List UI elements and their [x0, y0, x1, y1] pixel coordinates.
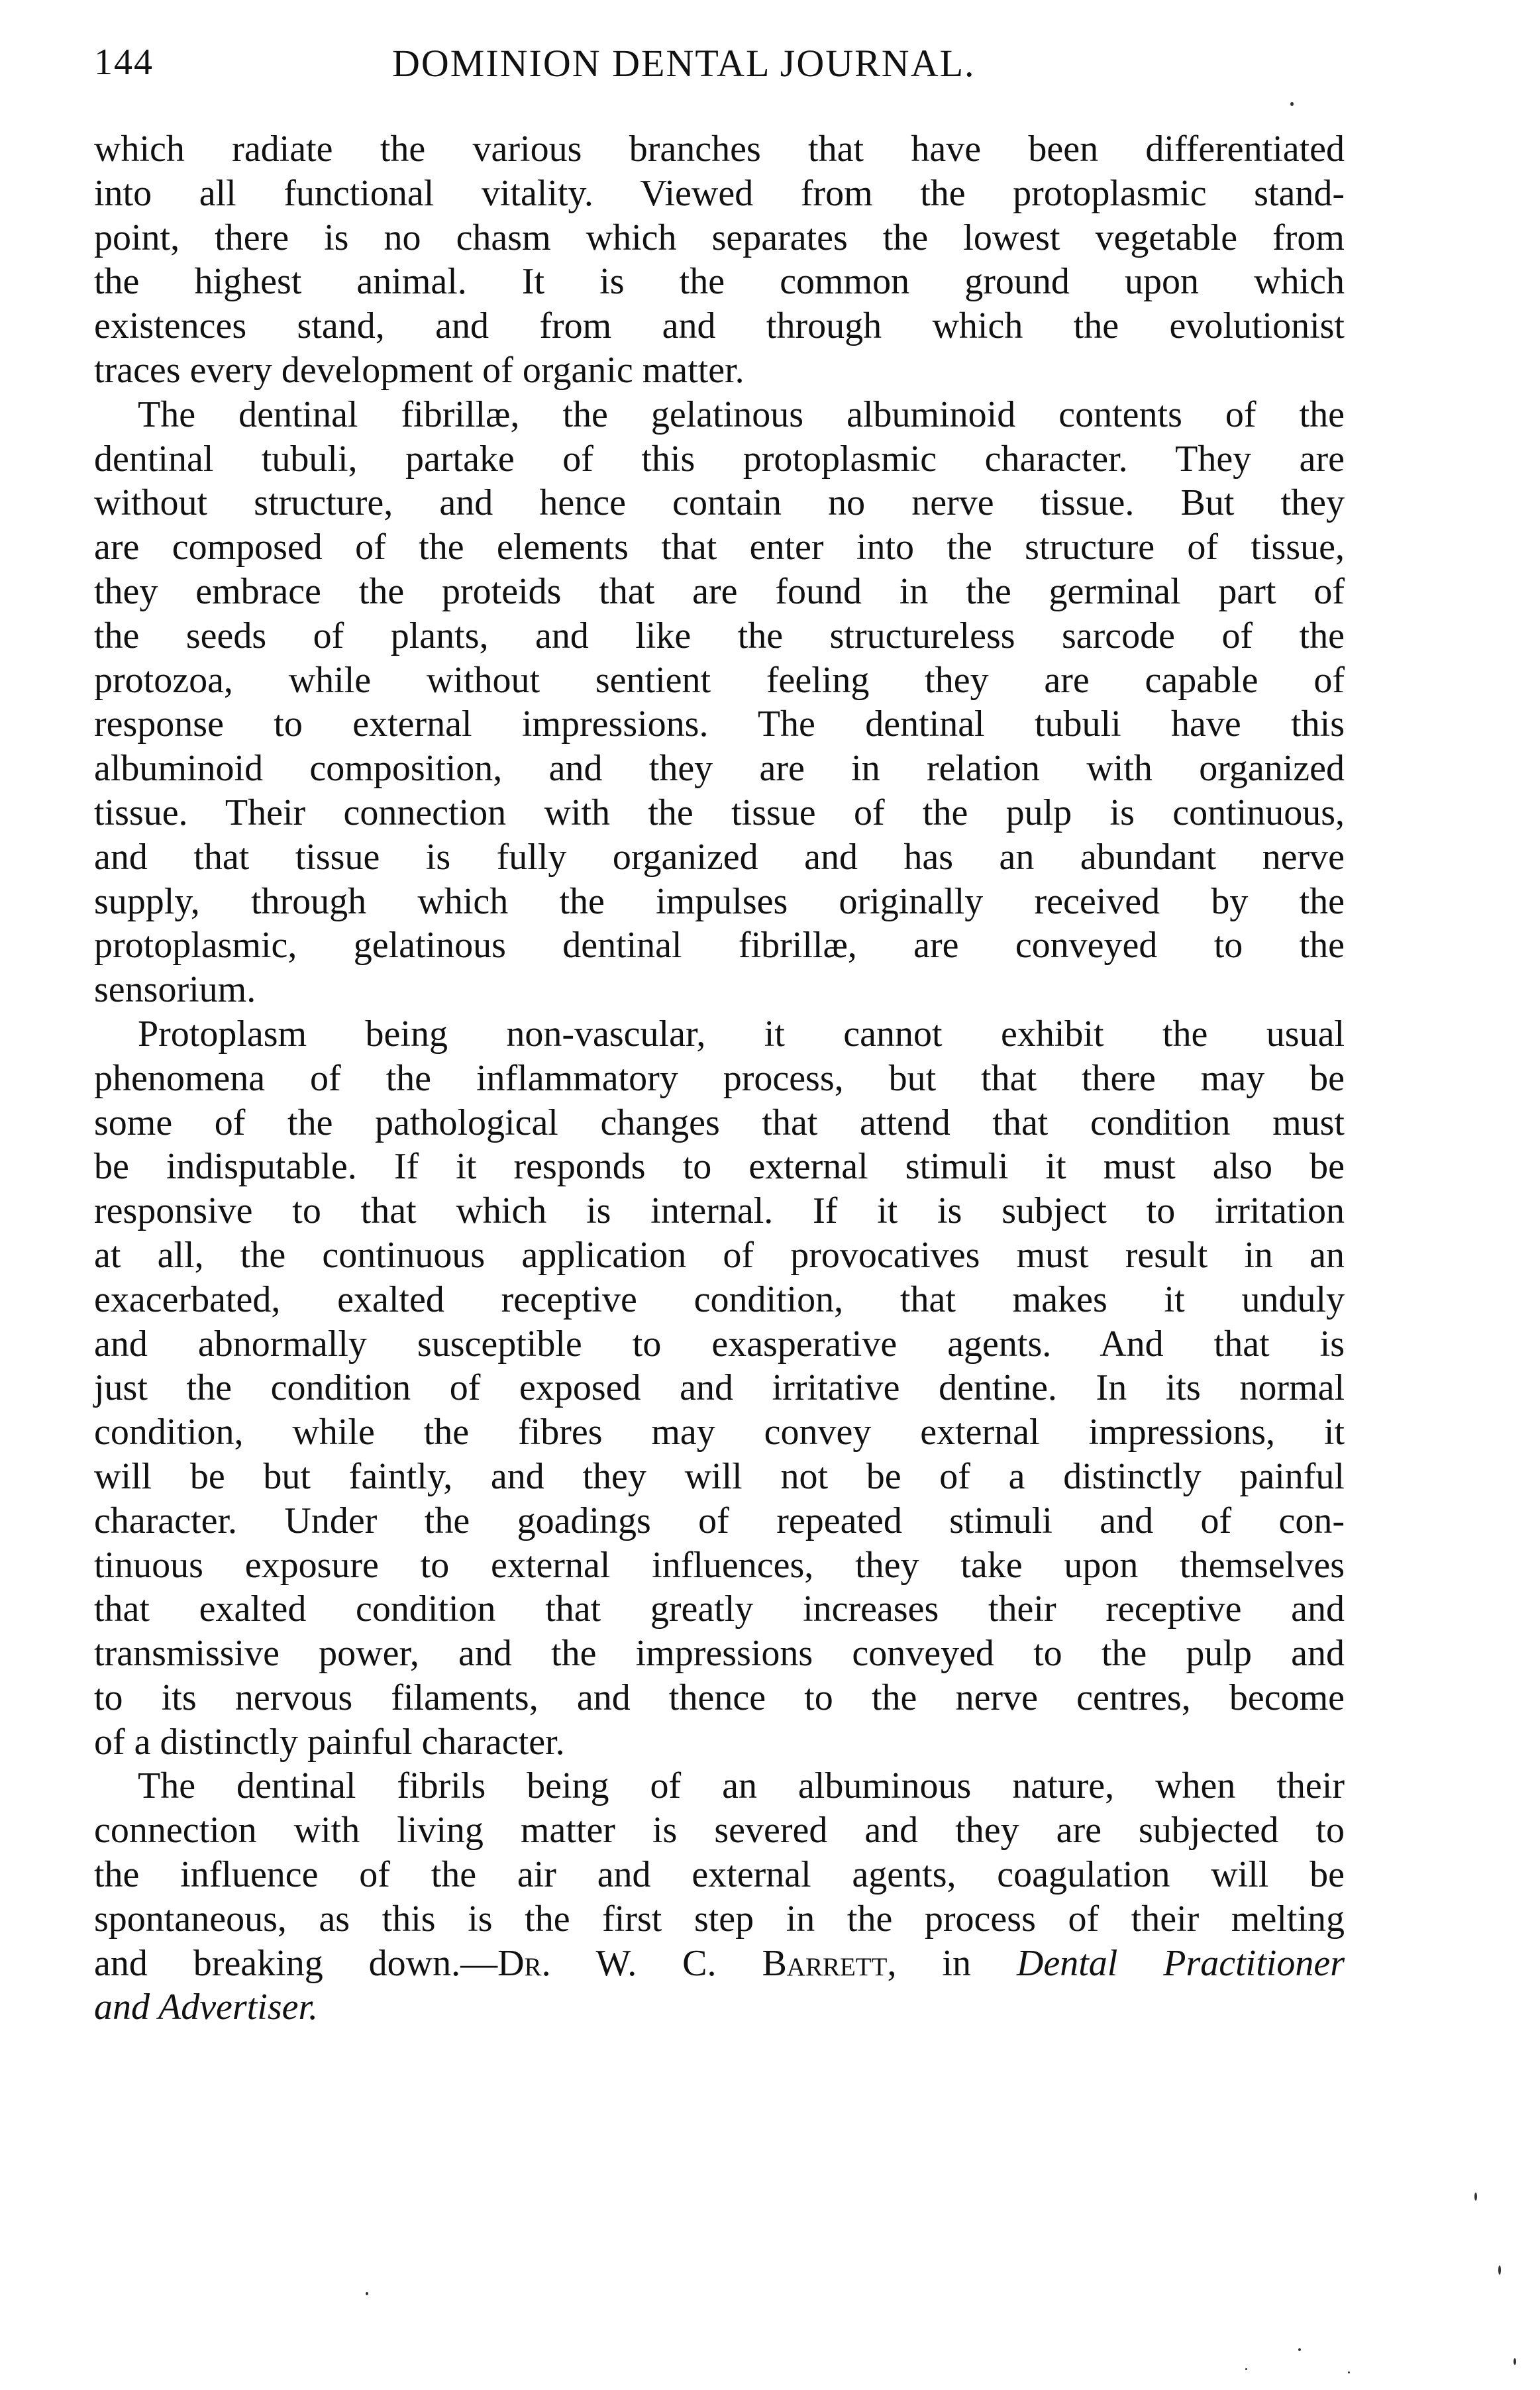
text-line: of a distinctly painful character.: [94, 1721, 565, 1763]
text-line: dentinal tubuli, partake of this protoplasmic character. They are: [94, 438, 1345, 480]
page-number: 144: [94, 42, 154, 83]
attribution-line: [94, 1942, 1345, 1986]
scan-speck: [366, 2292, 368, 2295]
text-line: be indisputable. If it responds to external stimuli it must also be: [94, 1146, 1345, 1188]
author-name: Dr. W. C. Barrett: [497, 1942, 888, 1984]
scan-speck: [1514, 2358, 1516, 2365]
text-line: protozoa, while without sentient feeling they are capable of: [94, 659, 1345, 701]
text-line: will be but faintly, and they will not be of a distinctly painful: [94, 1455, 1345, 1497]
text-line: phenomena of the inflammatory process, but that there may be: [94, 1057, 1345, 1099]
text-line: exacerbated, exalted receptive condition, that makes it unduly: [94, 1278, 1345, 1320]
scan-speck: [1498, 2265, 1501, 2275]
scan-speck: [1474, 2193, 1477, 2201]
text-line: and that tissue is fully organized and has an abundant nerve: [94, 836, 1345, 878]
scan-speck: [1290, 102, 1294, 106]
text-line: condition, while the fibres may convey external impressions, it: [94, 1412, 1345, 1453]
text-line: point, there is no chasm which separates the lowest vegetable from: [94, 217, 1345, 258]
paragraph-3: [94, 1012, 1345, 1765]
running-head: [94, 41, 1345, 101]
text-line: connection with living matter is severed and they are subjected to: [94, 1810, 1345, 1851]
text-line: albuminoid composition, and they are in relation with organized: [94, 748, 1345, 790]
text-run: , in: [887, 1942, 1017, 1984]
text-line: traces every development of organic matter.: [94, 349, 744, 391]
text-line: sensorium.: [94, 969, 256, 1011]
text-line: protoplasmic, gelatinous dentinal fibrillæ, are conveyed to the: [94, 925, 1345, 966]
text-line: The dentinal fibrils being of an albuminous nature, when their: [138, 1765, 1345, 1807]
text-line: which radiate the various branches that have been differentiated: [94, 129, 1345, 170]
text-line: tissue. Their connection with the tissue of the pulp is continuous,: [94, 792, 1345, 833]
text-run: and breaking down.—: [94, 1942, 498, 1984]
article-body: [94, 127, 1345, 2030]
text-line: supply, through which the impulses originally received by the: [94, 880, 1345, 922]
text-line: transmissive power, and the impressions conveyed to the pulp and: [94, 1633, 1345, 1675]
scan-speck: [1298, 2348, 1301, 2351]
text-line: spontaneous, as this is the first step in the process of their melting: [94, 1898, 1345, 1940]
source-title: Dental Practitioner: [1016, 1942, 1345, 1984]
text-line: they embrace the proteids that are found in the germinal part of: [94, 570, 1345, 612]
text-line: at all, the continuous application of provocatives must result in an: [94, 1234, 1345, 1276]
paragraph-4: [94, 1764, 1345, 2030]
paragraph-2: [94, 393, 1345, 1012]
text-line: just the condition of exposed and irritative dentine. In its normal: [94, 1367, 1345, 1409]
text-line: without structure, and hence contain no nerve tissue. But they: [94, 482, 1345, 524]
text-line: responsive to that which is internal. If it is subject to irritation: [94, 1190, 1345, 1232]
text-line: The dentinal fibrillæ, the gelatinous albuminoid contents of the: [138, 393, 1345, 435]
scan-speck: [1348, 2371, 1350, 2373]
text-line: Protoplasm being non-vascular, it cannot exhibit the usual: [138, 1013, 1345, 1055]
text-line: character. Under the goadings of repeated stimuli and of con-: [94, 1500, 1345, 1541]
text-line: that exalted condition that greatly increases their receptive and: [94, 1588, 1345, 1630]
source-title-continued: and Advertiser.: [94, 1987, 319, 2028]
text-line: tinuous exposure to external influences, they take upon themselves: [94, 1544, 1345, 1586]
paragraph-1: [94, 127, 1345, 393]
text-line: to its nervous filaments, and thence to the nerve centres, become: [94, 1677, 1345, 1718]
text-line: response to external impressions. The dentinal tubuli have this: [94, 703, 1345, 745]
journal-title: DOMINION DENTAL JOURNAL.: [392, 42, 976, 85]
text-line: are composed of the elements that enter into the structure of tissue,: [94, 527, 1345, 568]
text-line: the highest animal. It is the common ground upon which: [94, 261, 1345, 303]
text-line: some of the pathological changes that attend that condition must: [94, 1102, 1345, 1143]
text-line: into all functional vitality. Viewed from the protoplasmic stand-: [94, 172, 1345, 214]
scan-speck: [1245, 2368, 1247, 2370]
text-line: the influence of the air and external agents, coagulation will be: [94, 1854, 1345, 1896]
text-line: existences stand, and from and through which the evolutionist: [94, 305, 1345, 347]
text-line: the seeds of plants, and like the structureless sarcode of the: [94, 615, 1345, 656]
text-line: and abnormally susceptible to exasperative agents. And that is: [94, 1323, 1345, 1365]
